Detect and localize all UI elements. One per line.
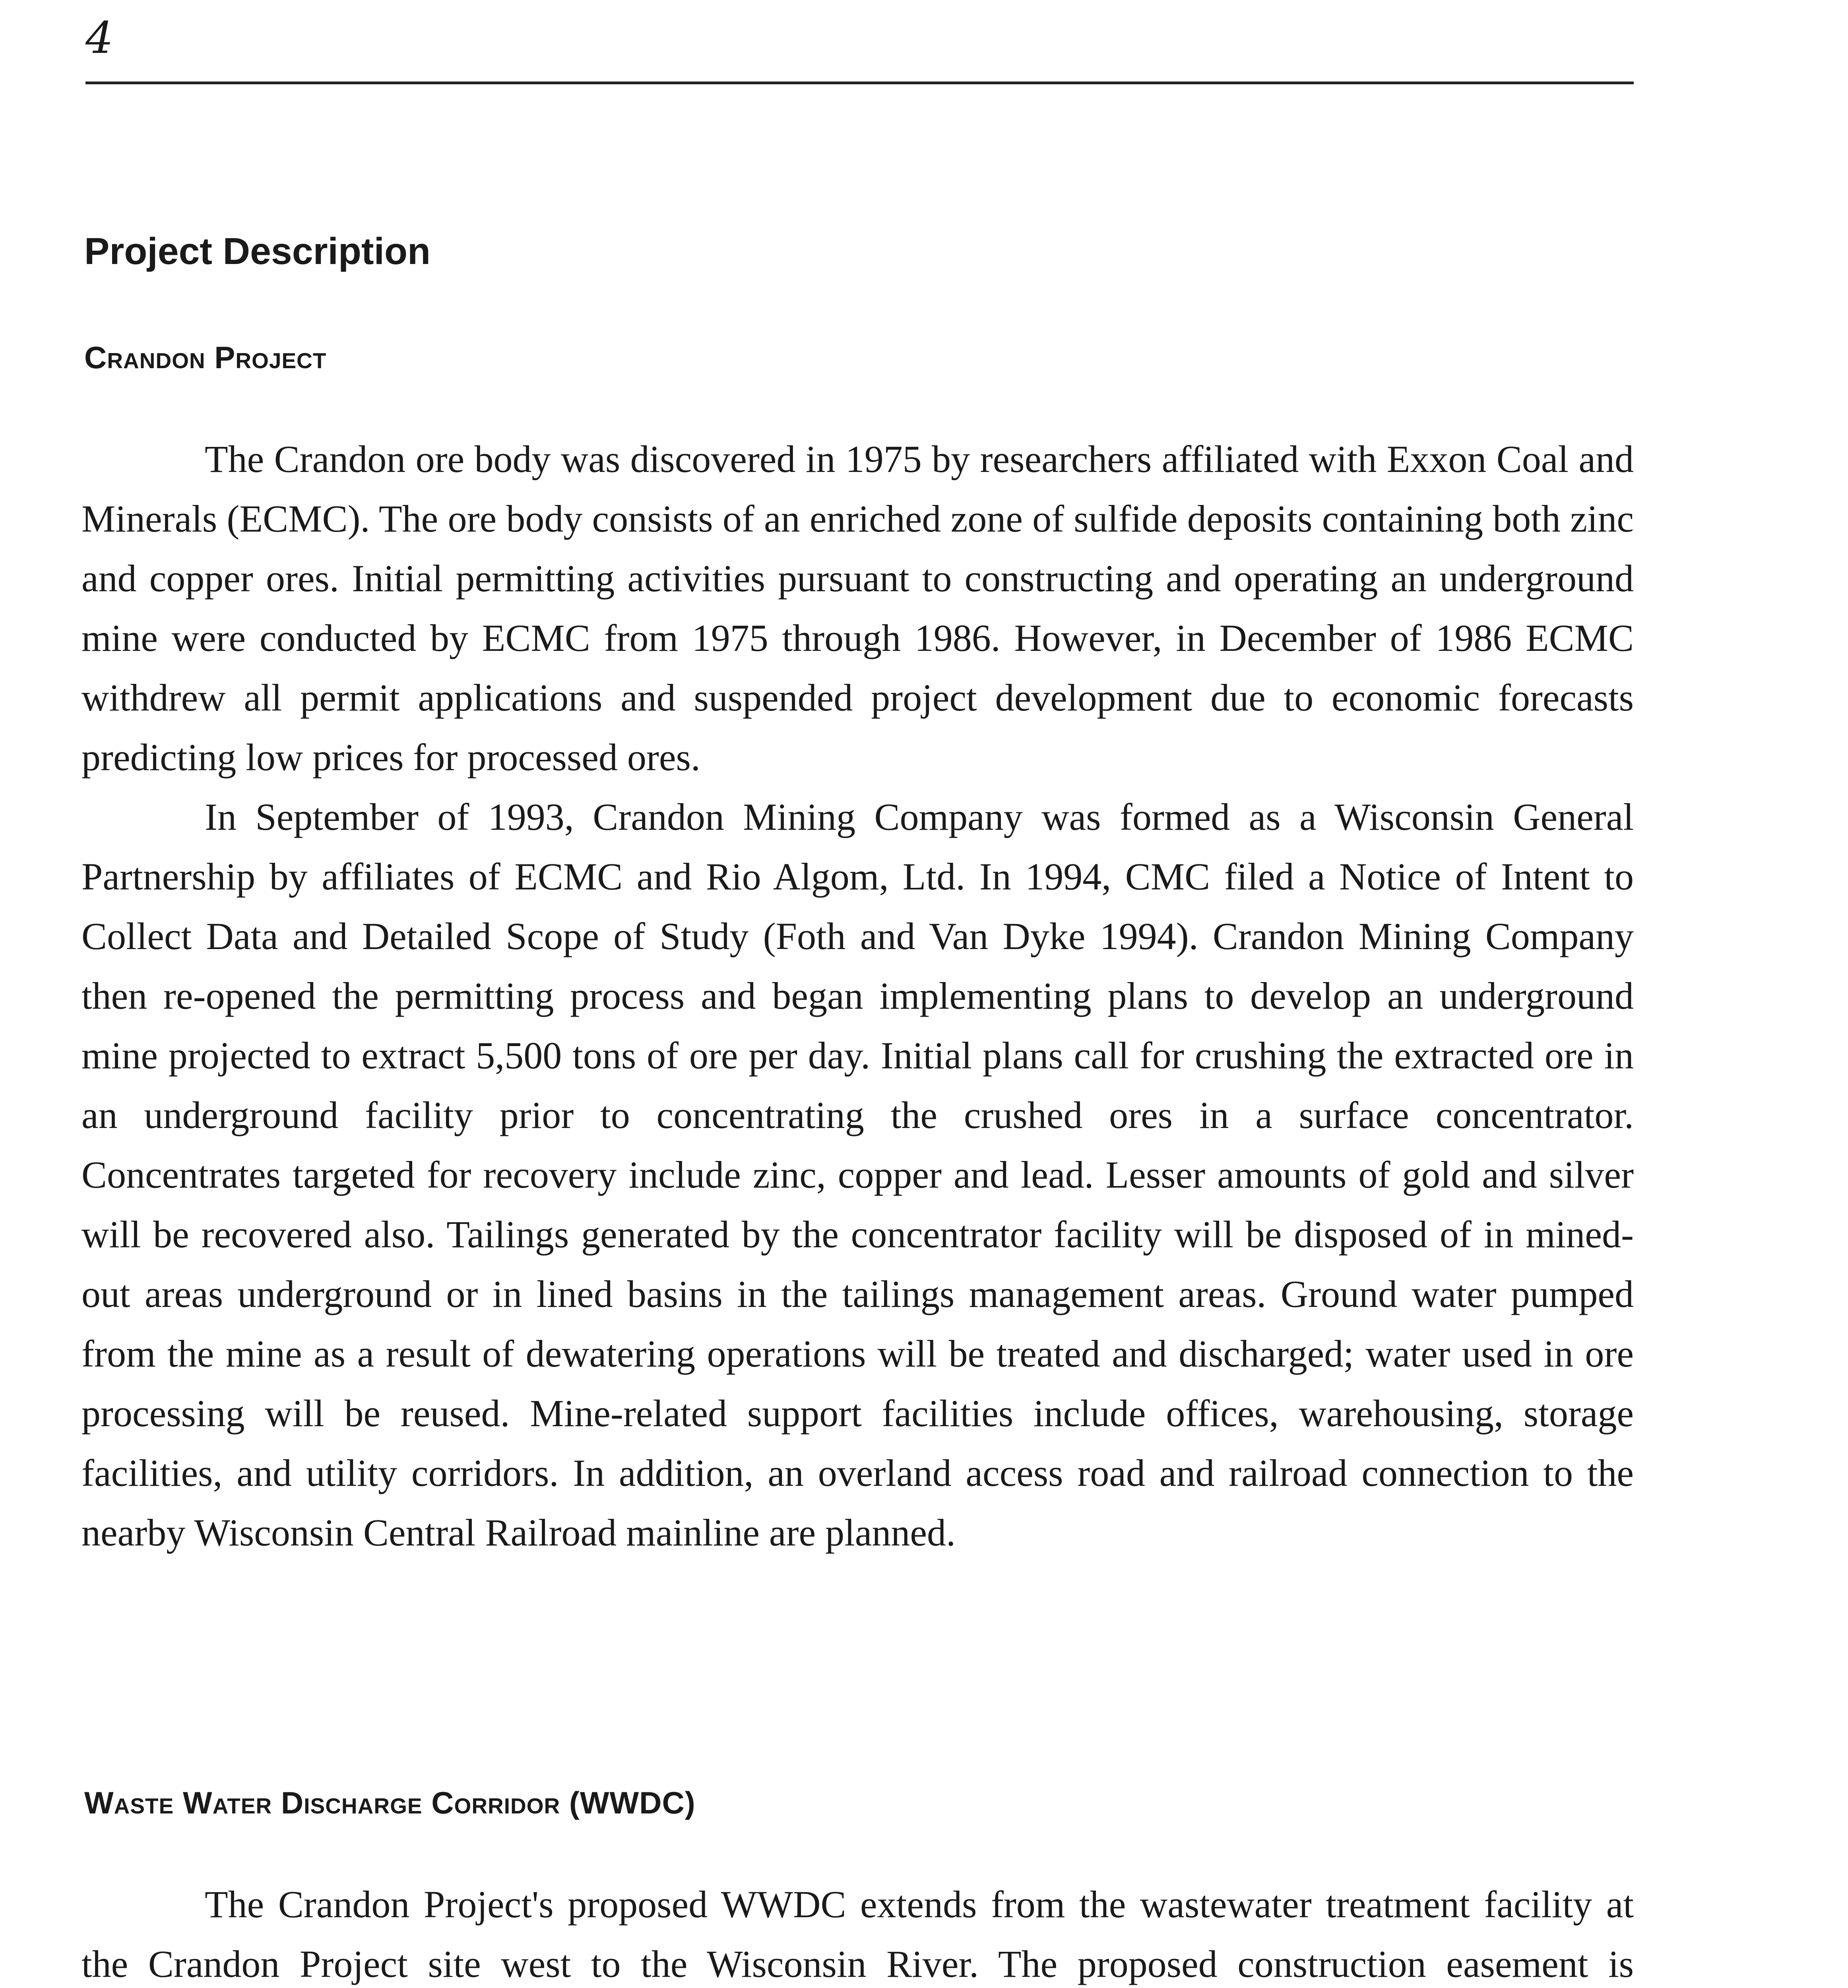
crandon-project-body <box>81 429 1634 1563</box>
header-rule <box>85 82 1634 84</box>
crandon-paragraph-2: In September of 1993, Crandon Mining Company was formed as a Wisconsin General Partnership by affiliates of ECMC and Rio Algom, Ltd. In 1994, CMC filed a Notice of Intent to Collect Data and Detailed Scope of Study (Foth and Van Dyke 1994). Crandon Mining Company then re-opened the permitting process and began implementing plans to develop an underground mine projected to extract 5,500 tons of ore per day. Initial plans call for crushing the extracted ore in an underground facility prior to concentrating the crushed ores in a surface concentrator. Concentrates targeted for recovery include zinc, copper and lead. Lesser amounts of gold and silver will be recovered also. Tailings generated by the concentrator facility will be disposed of in mined-out areas underground or in lined basins in the tailings management areas. Ground water pumped from the mine as a result of dewatering operations will be treated and discharged; water used in ore processing will be reused. Mine-related support facilities include offices, warehousing, storage facilities, and utility corridors. In addition, an overland access road and railroad connection to the nearby Wisconsin Central Railroad mainline are planned. <box>81 796 1634 1554</box>
crandon-project-heading: Crandon Project <box>84 340 327 375</box>
section-title: Project Description <box>84 230 431 272</box>
crandon-paragraph-1: The Crandon ore body was discovered in 1975 by researchers affiliated with Exxon Coal and Minerals (ECMC). The ore body consists of an enriched zone of sulfide deposits containing both zinc and copper ores. Initial permitting activities pursuant to constructing and operating an underground mine were conducted by ECMC from 1975 through 1986. However, in December of 1986 ECMC withdrew all permit applications and suspended project development due to economic forecasts predicting low prices for processed ores. <box>81 438 1634 779</box>
wwdc-heading: Waste Water Discharge Corridor (WWDC) <box>84 1785 696 1820</box>
wwdc-body <box>81 1875 1634 1988</box>
page-number: 4 <box>85 12 113 63</box>
wwdc-paragraph-1: The Crandon Project's proposed WWDC extends from the wastewater treatment facility at the Crandon Project site west to the Wisconsin River. The proposed construction easement is <box>81 1883 1634 1985</box>
